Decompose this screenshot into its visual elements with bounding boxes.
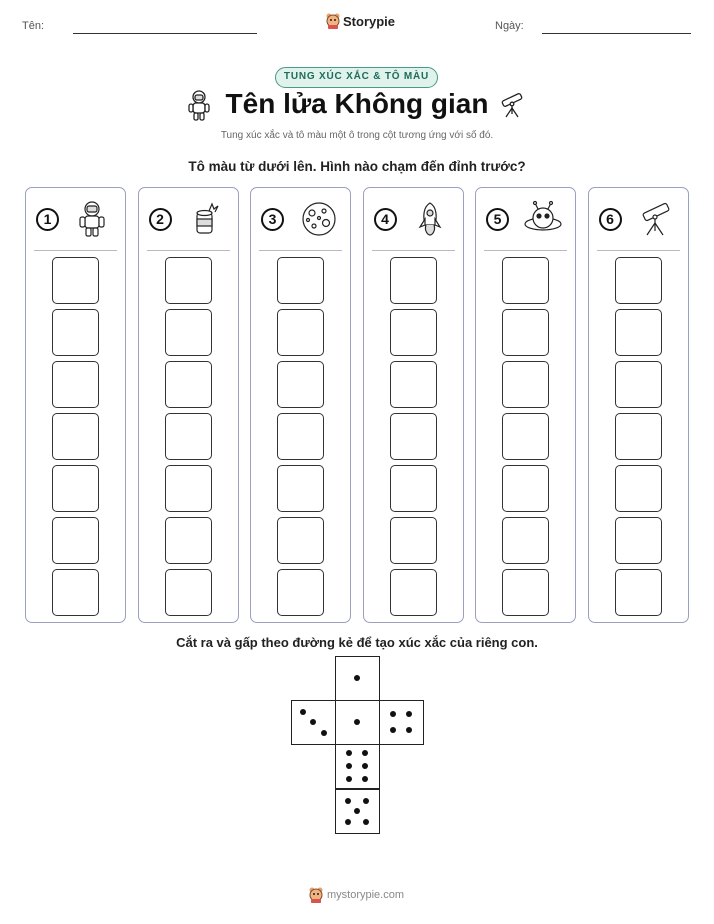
color-cell[interactable] bbox=[502, 569, 549, 616]
dice-pip bbox=[390, 711, 396, 717]
telescope-icon bbox=[635, 199, 675, 244]
color-cell[interactable] bbox=[502, 309, 549, 356]
color-cell[interactable] bbox=[165, 413, 212, 460]
color-cell[interactable] bbox=[52, 309, 99, 356]
cut-instruction: Cắt ra và gấp theo đường kẻ để tạo xúc xắc của riêng con. bbox=[176, 635, 538, 650]
column-divider bbox=[372, 250, 455, 251]
storypie-logo-icon bbox=[309, 887, 323, 903]
color-cell[interactable] bbox=[277, 361, 324, 408]
color-cell[interactable] bbox=[390, 413, 437, 460]
dice-pip bbox=[406, 711, 412, 717]
brand-name: Storypie bbox=[343, 13, 396, 29]
color-cell[interactable] bbox=[615, 309, 662, 356]
dice-pip bbox=[363, 798, 369, 804]
color-cell[interactable] bbox=[615, 517, 662, 564]
color-cell[interactable] bbox=[52, 361, 99, 408]
subtitle: Tung xúc xắc và tô màu một ô trong cột tương ứng với số đó. bbox=[220, 130, 494, 141]
space-food-can-icon bbox=[185, 199, 225, 244]
column-4 bbox=[363, 187, 464, 623]
dice-face-1 bbox=[335, 656, 380, 701]
dice-pip bbox=[321, 730, 327, 736]
color-cell[interactable] bbox=[277, 465, 324, 512]
color-cell[interactable] bbox=[502, 413, 549, 460]
dice-face-6 bbox=[335, 744, 380, 789]
color-cell[interactable] bbox=[390, 465, 437, 512]
footer bbox=[309, 887, 404, 903]
dice-pip bbox=[362, 750, 368, 756]
color-cell[interactable] bbox=[277, 517, 324, 564]
color-cell[interactable] bbox=[502, 517, 549, 564]
color-cell[interactable] bbox=[165, 517, 212, 564]
color-cell[interactable] bbox=[52, 517, 99, 564]
column-number: 1 bbox=[36, 208, 59, 231]
dice-pip bbox=[362, 763, 368, 769]
column-divider bbox=[259, 250, 342, 251]
moon-icon bbox=[297, 199, 341, 244]
rocket-icon bbox=[410, 199, 450, 244]
dice-pip bbox=[346, 763, 352, 769]
color-cell[interactable] bbox=[615, 361, 662, 408]
dice-pip bbox=[362, 776, 368, 782]
page-title: Tên lửa Không gian bbox=[225, 88, 489, 119]
column-1 bbox=[25, 187, 126, 623]
color-cell[interactable] bbox=[615, 465, 662, 512]
color-cell[interactable] bbox=[502, 361, 549, 408]
color-cell[interactable] bbox=[615, 569, 662, 616]
color-cell[interactable] bbox=[165, 465, 212, 512]
color-cell[interactable] bbox=[52, 257, 99, 304]
dice-pip bbox=[345, 819, 351, 825]
column-number: 6 bbox=[599, 208, 622, 231]
color-cell[interactable] bbox=[277, 413, 324, 460]
column-divider bbox=[597, 250, 680, 251]
name-field[interactable] bbox=[73, 33, 257, 34]
color-cell[interactable] bbox=[390, 257, 437, 304]
color-cell[interactable] bbox=[165, 309, 212, 356]
color-cell[interactable] bbox=[615, 413, 662, 460]
color-cell[interactable] bbox=[52, 569, 99, 616]
color-cell[interactable] bbox=[615, 257, 662, 304]
column-number: 5 bbox=[486, 208, 509, 231]
dice-pip bbox=[345, 798, 351, 804]
column-5 bbox=[475, 187, 576, 623]
dice-pip bbox=[390, 727, 396, 733]
color-cell[interactable] bbox=[502, 257, 549, 304]
activity-badge: TUNG XÚC XẮC & TÔ MÀU bbox=[275, 67, 438, 88]
column-2 bbox=[138, 187, 239, 623]
dice-pip bbox=[354, 808, 360, 814]
color-cell[interactable] bbox=[390, 517, 437, 564]
column-3 bbox=[250, 187, 351, 623]
dice-pip bbox=[300, 709, 306, 715]
telescope-icon bbox=[497, 90, 527, 120]
color-cell[interactable] bbox=[390, 569, 437, 616]
column-divider bbox=[484, 250, 567, 251]
brand-logo bbox=[326, 13, 395, 29]
color-cell[interactable] bbox=[165, 257, 212, 304]
color-cell[interactable] bbox=[52, 465, 99, 512]
color-cell[interactable] bbox=[277, 309, 324, 356]
color-cell[interactable] bbox=[390, 361, 437, 408]
dice-pip bbox=[354, 719, 360, 725]
astronaut-icon bbox=[72, 199, 112, 244]
footer-url[interactable]: mystorypie.com bbox=[327, 889, 405, 901]
column-divider bbox=[34, 250, 117, 251]
dice-pip bbox=[346, 750, 352, 756]
date-label: Ngày: bbox=[495, 20, 524, 32]
dice-face-3 bbox=[291, 700, 336, 745]
color-cell[interactable] bbox=[165, 361, 212, 408]
name-label: Tên: bbox=[22, 20, 45, 32]
dice-pip bbox=[310, 719, 316, 725]
dice-pip bbox=[363, 819, 369, 825]
instruction: Tô màu từ dưới lên. Hình nào chạm đến đỉnh trước? bbox=[188, 159, 526, 174]
column-number: 3 bbox=[261, 208, 284, 231]
column-number: 2 bbox=[149, 208, 172, 231]
dice-face-1 bbox=[335, 700, 380, 745]
column-divider bbox=[147, 250, 230, 251]
color-cell[interactable] bbox=[277, 569, 324, 616]
color-cell[interactable] bbox=[390, 309, 437, 356]
dice-pip bbox=[354, 675, 360, 681]
color-cell[interactable] bbox=[165, 569, 212, 616]
alien-ufo-icon bbox=[522, 199, 566, 244]
column-number: 4 bbox=[374, 208, 397, 231]
dice-pip bbox=[406, 727, 412, 733]
storypie-logo-icon bbox=[326, 13, 340, 29]
dice-face-5 bbox=[335, 789, 380, 834]
date-field[interactable] bbox=[542, 33, 691, 34]
dice-face-4 bbox=[379, 700, 424, 745]
color-cell[interactable] bbox=[52, 413, 99, 460]
column-6 bbox=[588, 187, 689, 623]
dice-pip bbox=[346, 776, 352, 782]
color-cell[interactable] bbox=[277, 257, 324, 304]
color-cell[interactable] bbox=[502, 465, 549, 512]
